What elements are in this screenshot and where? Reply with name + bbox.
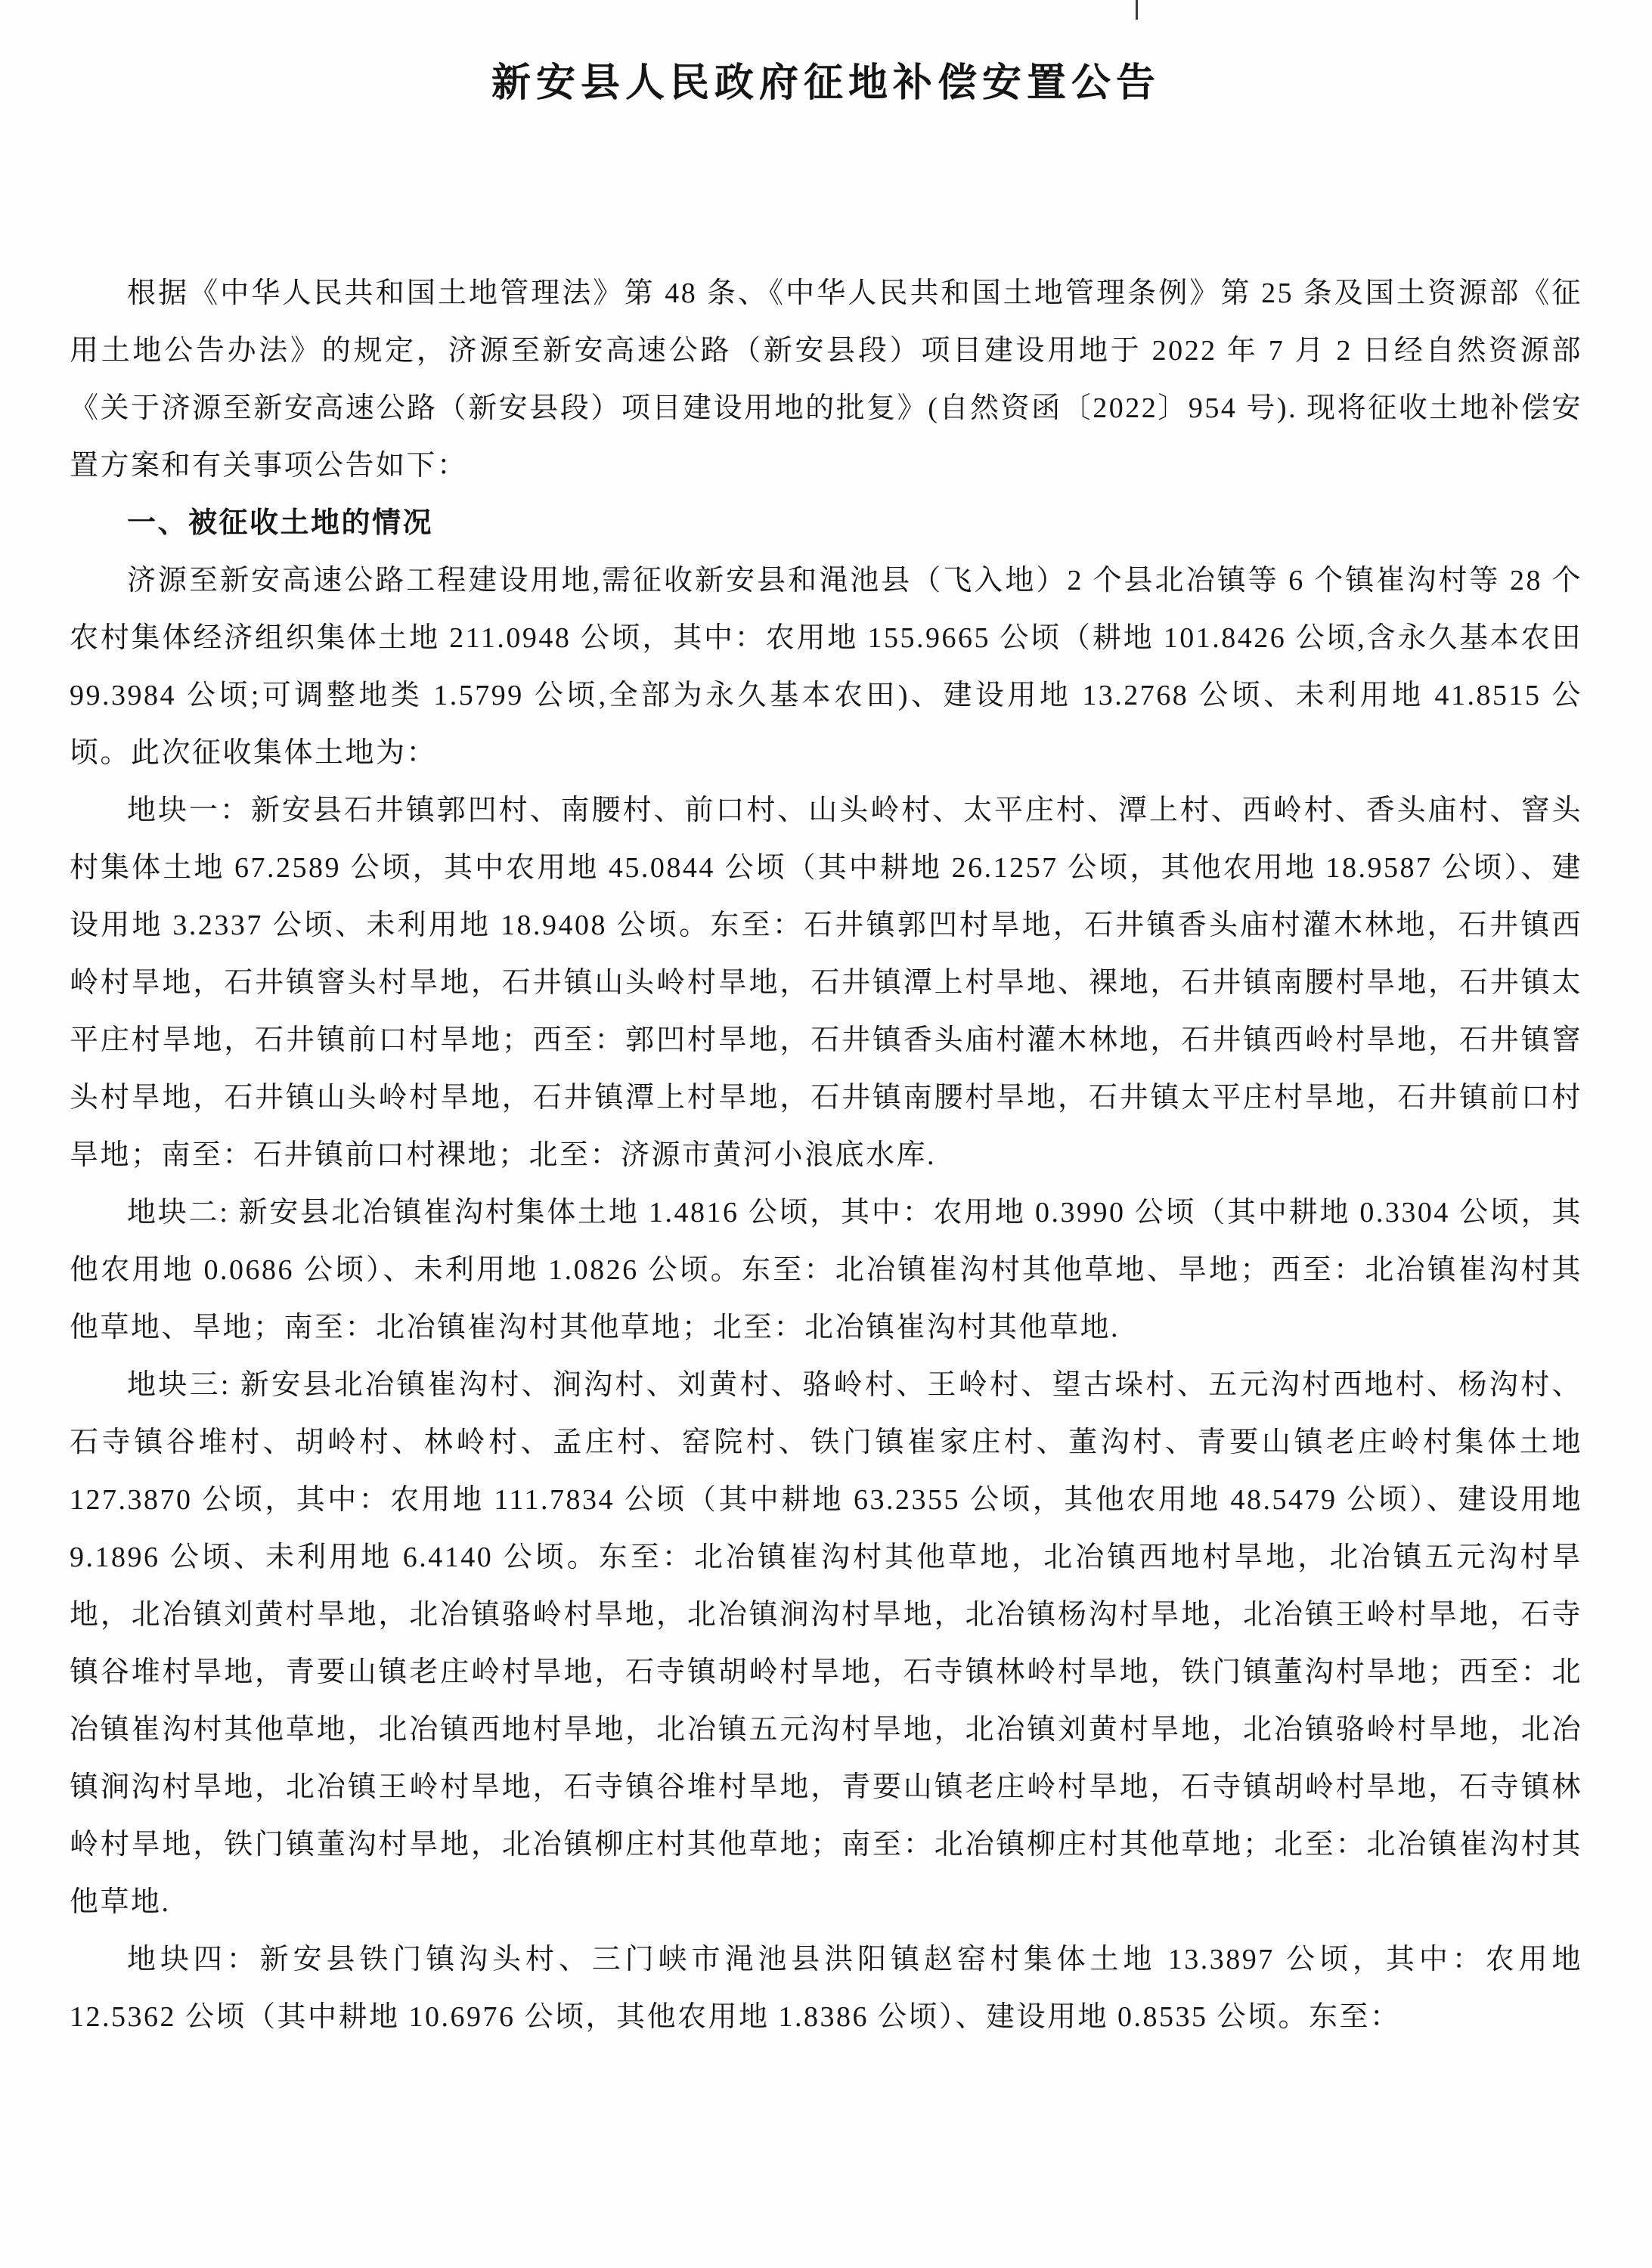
paragraph-parcel-3: 地块三: 新安县北冶镇崔沟村、涧沟村、刘黄村、骆岭村、王岭村、望古垛村、五元沟村西地村、杨沟村、石寺镇谷堆村、胡岭村、林岭村、孟庄村、窑院村、铁门镇崔家庄村、董沟村、青要山镇老庄岭村集体土地 127.3870 公顷，其中：农用地 111.7834 公顷（其中耕地 63.2355 公顷，其他农用地 48.5479 公顷）、建设用地 9.1896 公顷、未利用地 6.4140 公顷。东至：北冶镇崔沟村其他草地，北冶镇西地村旱地，北冶镇五元沟村旱地，北冶镇刘黄村旱地，北冶镇骆岭村旱地，北冶镇涧沟村旱地，北冶镇杨沟村旱地，北冶镇王岭村旱地，石寺镇谷堆村旱地，青要山镇老庄岭村旱地，石寺镇胡岭村旱地，石寺镇林岭村旱地，铁门镇董沟村旱地；西至：北冶镇崔沟村其他草地，北冶镇西地村旱地，北冶镇五元沟村旱地，北冶镇刘黄村旱地，北冶镇骆岭村旱地，北冶镇涧沟村旱地，北冶镇王岭村旱地，石寺镇谷堆村旱地，青要山镇老庄岭村旱地，石寺镇胡岭村旱地，石寺镇林岭村旱地，铁门镇董沟村旱地，北冶镇柳庄村其他草地；南至：北冶镇柳庄村其他草地；北至：北冶镇崔沟村其他草地. bbox=[70, 1369, 1582, 1918]
paragraph-parcel-4: 地块四：新安县铁门镇沟头村、三门峡市渑池县洪阳镇赵窑村集体土地 13.3897 公顷，其中：农用地 12.5362 公顷（其中耕地 10.6976 公顷，其他农用地 1.8386 公顷）、建设用地 0.8535 公顷。东至： bbox=[70, 1944, 1582, 2033]
paragraph-land-overview: 济源至新安高速公路工程建设用地,需征收新安县和渑池县（飞入地）2 个县北冶镇等 6 个镇崔沟村等 28 个农村集体经济组织集体土地 211.0948 公顷，其中：农用地 155.9665 公顷（耕地 101.8426 公顷,含永久基本农田 99.3984 公顷;可调整地类 1.5799 公顷,全部为永久基本农田)、建设用地 13.2768 公顷、未利用地 41.8515 公顷。此次征收集体土地为： bbox=[70, 565, 1582, 769]
paragraph-parcel-2: 地块二: 新安县北冶镇崔沟村集体土地 1.4816 公顷，其中：农用地 0.3990 公顷（其中耕地 0.3304 公顷，其他农用地 0.0686 公顷）、未利用地 1.0826 公顷。东至：北冶镇崔沟村其他草地、旱地；西至：北冶镇崔沟村其他草地、旱地；南至：北冶镇崔沟村其他草地；北至：北冶镇崔沟村其他草地. bbox=[70, 1197, 1582, 1343]
scan-artifact-tick bbox=[1136, 0, 1138, 20]
document-title: 新安县人民政府征地补偿安置公告 bbox=[491, 61, 1161, 105]
section-1-heading: 一、被征收土地的情况 bbox=[127, 507, 434, 539]
paragraph-parcel-1: 地块一：新安县石井镇郭凹村、南腰村、前口村、山头岭村、太平庄村、潭上村、西岭村、香头庙村、窨头村集体土地 67.2589 公顷，其中农用地 45.0844 公顷（其中耕地 26.1257 公顷，其他农用地 18.9587 公顷）、建设用地 3.2337 公顷、未利用地 18.9408 公顷。东至：石井镇郭凹村旱地，石井镇香头庙村灌木林地，石井镇西岭村旱地，石井镇窨头村旱地，石井镇山头岭村旱地，石井镇潭上村旱地、裸地，石井镇南腰村旱地，石井镇太平庄村旱地，石井镇前口村旱地；西至：郭凹村旱地，石井镇香头庙村灌木林地，石井镇西岭村旱地，石井镇窨头村旱地，石井镇山头岭村旱地，石井镇潭上村旱地，石井镇南腰村旱地，石井镇太平庄村旱地，石井镇前口村旱地；南至：石井镇前口村裸地；北至：济源市黄河小浪底水库. bbox=[70, 795, 1582, 1171]
paragraph-legal-basis: 根据《中华人民共和国土地管理法》第 48 条、《中华人民共和国土地管理条例》第 25 条及国土资源部《征用土地公告办法》的规定，济源至新安高速公路（新安县段）项目建设用地于 2022 年 7 月 2 日经自然资源部《关于济源至新安高速公路（新安县段）项目建设用地的批复》(自然资函〔2022〕954 号). 现将征收土地补偿安置方案和有关事项公告如下： bbox=[70, 277, 1582, 482]
